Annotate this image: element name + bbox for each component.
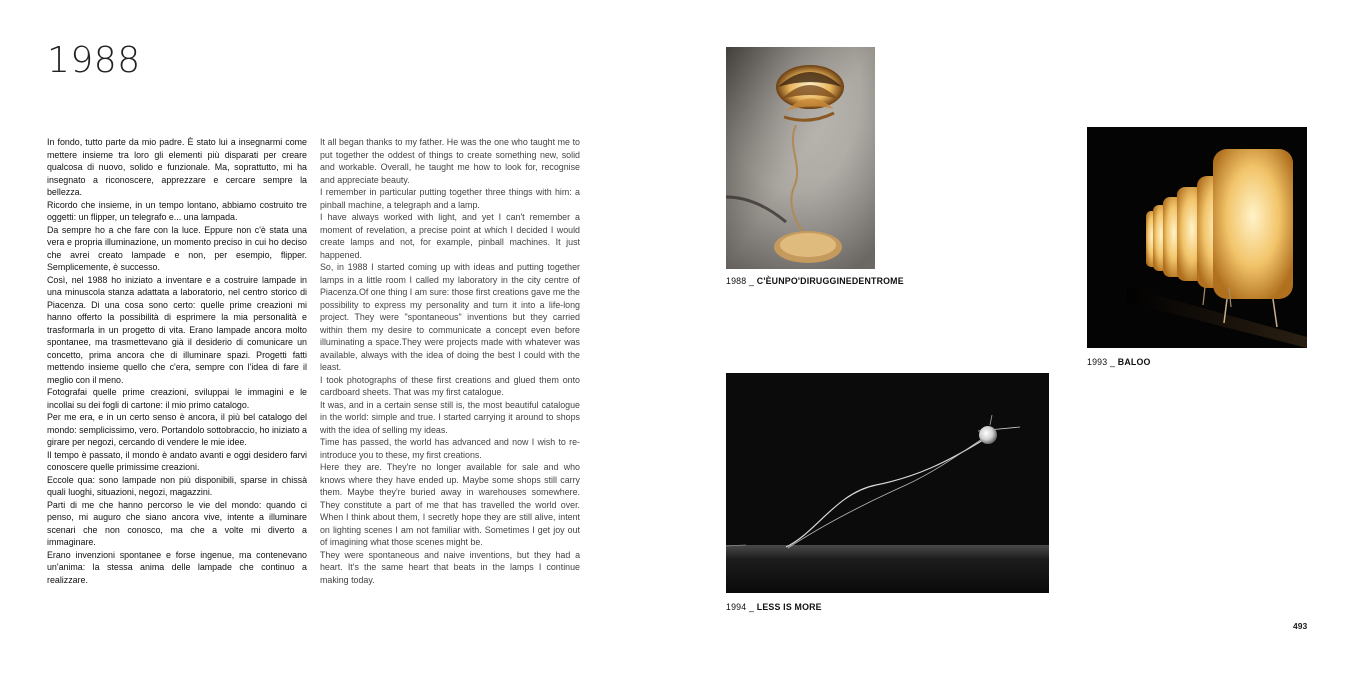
paragraph: So, in 1988 I started coming up with ideas and putting together lamps in a little room I called my laboratory in the city centre of Piacenza.Of one thing I am sure: those first creations gave me the possibility to express my personality and turn it into a life-long project. They were "spontaneous" inventions but they carried within them my desire to communicate a concept even before illuminating a space.They were projects made with whatever was available, always with the idea of doing the best I could with the least. xyxy=(320,262,580,372)
paragraph: It all began thanks to my father. He was the one who taught me to put together the oddest of things to create something new, solid and workable. Overall, he taught me how to look for, recognise and appreciate beauty. xyxy=(320,137,580,185)
english-text-column xyxy=(320,136,580,586)
photo-caption-1988: 1988 _ C'ÈUNPO'DIRUGGINEDENTROME xyxy=(726,276,904,286)
paragraph: I remember in particular putting together three things with him: a pinball machine, a telegraph and a lamp. xyxy=(320,187,580,210)
paragraph: Here they are. They're no longer available for sale and who knows where they have ended up. Maybe some shops still carry them. Maybe they're buried away in warehouses somewhere. They constitute a part of me that has travelled the world over. When I think about them, I secretly hope they are still alive, intent on lighting scenes I am not familiar with. Sometimes I get joy out of imagining what those scenes might be. xyxy=(320,462,580,547)
paragraph: I have always worked with light, and yet I can't remember a moment of revelation, a precise point at which I decided I would create lamps and not, for example, pinball machines. It just happened. xyxy=(320,212,580,260)
paragraph: It was, and in a certain sense still is, the most beautiful catalogue in the world: simple and true. I started carrying it around to shops with the idea of selling my ideas. xyxy=(320,399,580,435)
lamp-photo-baloo xyxy=(1087,127,1307,348)
paragraph: I took photographs of these first creations and glued them onto cardboard sheets. That was my first catalogue. xyxy=(320,374,580,397)
page-title: 1988 xyxy=(47,40,141,81)
lamp-photo-spiral xyxy=(726,47,875,269)
lamp-photo-less-is-more xyxy=(726,373,1049,593)
paragraph: Eccole qua: sono lampade non più disponibili, sparse in chissà quali luoghi, situazioni, negozi, magazzini. xyxy=(47,474,307,497)
paragraph: Il tempo è passato, il mondo è andato avanti e oggi desidero farvi conoscere quelle primissime creazioni. xyxy=(47,449,307,472)
paragraph: Ricordo che insieme, in un tempo lontano, abbiamo costruito tre oggetti: un flipper, un telegrafo e... una lampada. xyxy=(47,199,307,222)
page-number: 493 xyxy=(1293,621,1308,631)
italian-text-column xyxy=(47,136,307,586)
paragraph: In fondo, tutto parte da mio padre. È stato lui a insegnarmi come mettere insieme tra loro gli elementi più disparati per creare qualcosa di nuovo, solido e funzionale. Ma, soprattutto, mi ha insegnato a riconoscere, apprezzare e cercare sempre la bellezza. xyxy=(47,137,307,197)
paragraph: Time has passed, the world has advanced and now I wish to re-introduce you to these, my first creations. xyxy=(320,437,580,460)
paragraph: Parti di me che hanno percorso le vie del mondo: quando ci penso, mi auguro che siano ancora vive, intente a illuminare scenari che non conosco, ma che a volte mi diverto a immaginare. xyxy=(47,499,307,547)
paragraph: Da sempre ho a che fare con la luce. Eppure non c'è stata una vera e propria illuminazione, un momento preciso in cui ho deciso che avrei creato lampade e non, per esempio, flipper. Semplicemente, è successo. xyxy=(47,224,307,272)
paragraph: Fotografai quelle prime creazioni, sviluppai le immagini e le incollai su dei fogli di cartone: il mio primo catalogo. xyxy=(47,387,307,410)
photo-caption-1994: 1994 _ LESS IS MORE xyxy=(726,602,822,612)
paragraph: Per me era, e in un certo senso è ancora, il più bel catalogo del mondo: semplicissimo, vero. Portandolo sottobraccio, ho iniziato a girare per negozi, cercando di vendere le mie idee. xyxy=(47,412,307,447)
photo-caption-1993: 1993 _ BALOO xyxy=(1087,357,1151,367)
paragraph: They were spontaneous and naive inventions, but they had a heart. It's the same heart that beats in the lamps I continue making today. xyxy=(320,549,580,585)
paragraph: Così, nel 1988 ho iniziato a inventare e a costruire lampade in una minuscola stanza adattata a laboratorio, nel centro storico di Piacenza. Di una cosa sono certo: quelle prime creazioni mi hanno offerto la possibilità di esprimere la mia personalità e trasformarla in un progetto di vita. Erano lampade ancora molto spontanee, ma trasmettevano già il desiderio di comunicare un concetto, prima ancora che di illuminare spazi. Progetti fatti mettendo insieme quello che c'era, sempre con l'idea di fare il meglio con il meno. xyxy=(47,274,307,385)
paragraph: Erano invenzioni spontanee e forse ingenue, ma contenevano un'anima: la stessa anima delle lampade che continuo a realizzare. xyxy=(47,549,307,585)
